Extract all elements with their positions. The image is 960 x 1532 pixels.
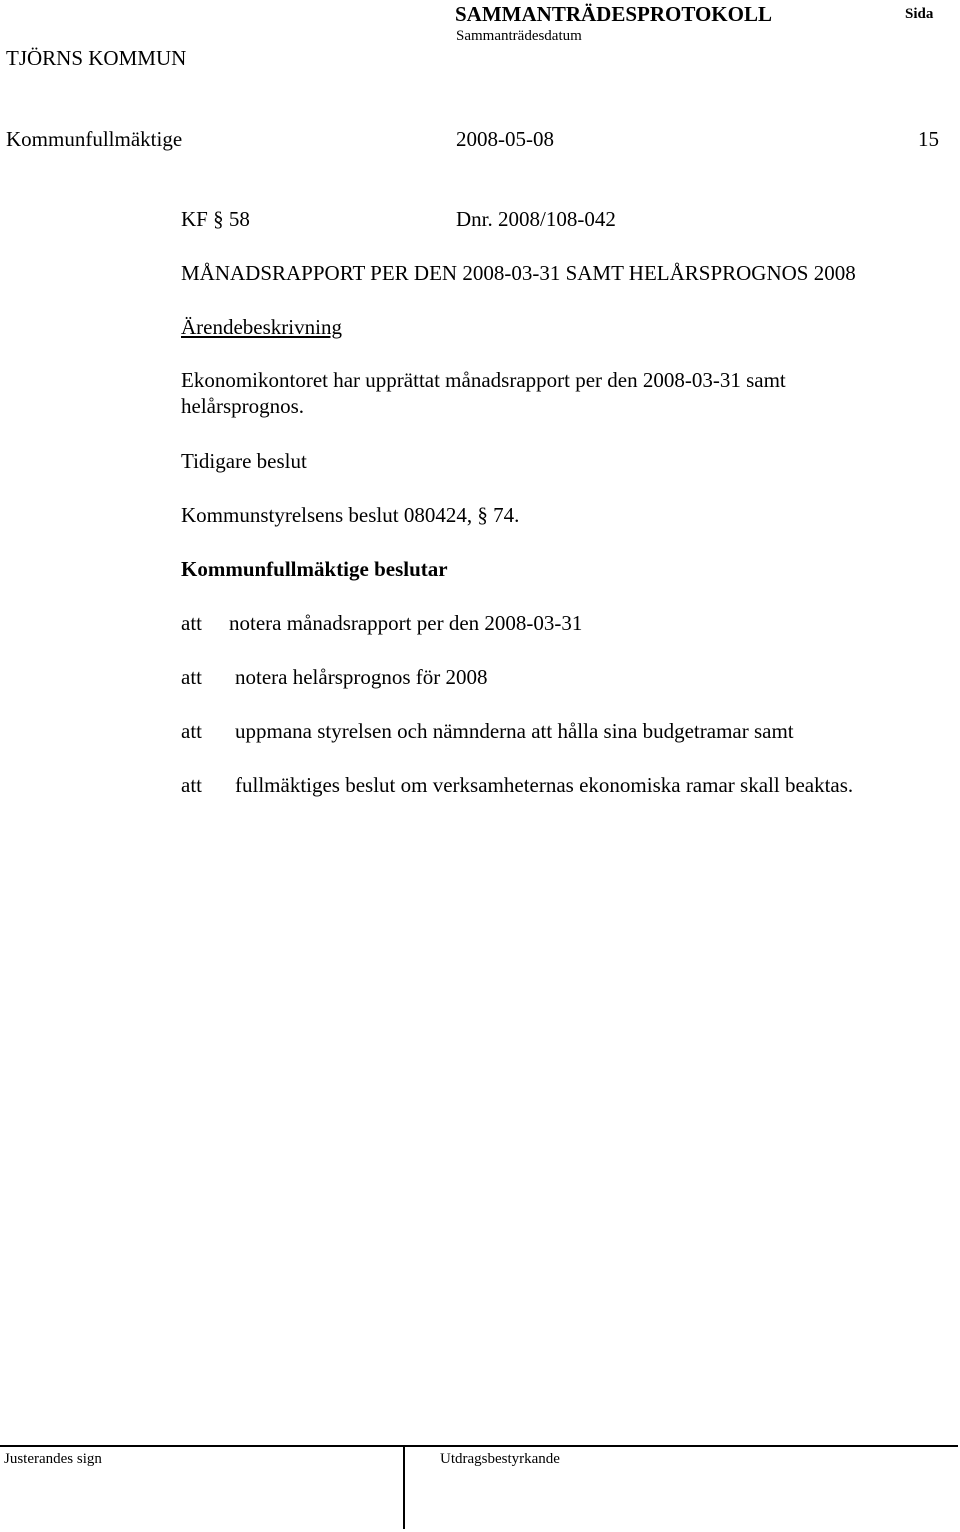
- decision-item: [181, 772, 941, 798]
- meeting-date-label: Sammanträdesdatum: [456, 28, 582, 44]
- document-title: SAMMANTRÄDESPROTOKOLL: [455, 2, 772, 26]
- description-text: Ekonomikontoret har upprättat månadsrapport per den 2008-03-31 samt helårsprognos.: [181, 368, 786, 418]
- description-heading: Ärendebeskrivning: [181, 315, 342, 339]
- case-id-row: [181, 206, 616, 232]
- decision-text: fullmäktiges beslut om verksamheternas ekonomiska ramar skall beaktas.: [235, 773, 854, 797]
- decision-text: notera månadsrapport per den 2008-03-31: [229, 611, 583, 635]
- decision-text: notera helårsprognos för 2008: [235, 665, 488, 689]
- decision-prefix: att: [181, 665, 202, 689]
- decision-item: [181, 718, 941, 744]
- footer-divider: [403, 1445, 405, 1529]
- previous-decision-heading: Tidigare beslut: [181, 449, 307, 473]
- decision-item: [181, 610, 941, 636]
- decision-item: [181, 664, 941, 690]
- decision-prefix: att: [181, 773, 202, 797]
- decision-prefix: att: [181, 611, 202, 635]
- previous-decision-text: Kommunstyrelsens beslut 080424, § 74.: [181, 503, 520, 527]
- decision-prefix: att: [181, 719, 202, 743]
- decision-text: uppmana styrelsen och nämnderna att hålla sina budgetramar samt: [235, 719, 794, 743]
- decision-heading: Kommunfullmäktige beslutar: [181, 557, 448, 581]
- case-dnr: Dnr. 2008/108-042: [456, 207, 616, 231]
- page-label: Sida: [905, 6, 934, 22]
- case-title: MÅNADSRAPPORT PER DEN 2008-03-31 SAMT HELÅRSPROGNOS 2008: [181, 261, 856, 285]
- signature-field-label: Justerandes sign: [4, 1451, 102, 1467]
- page-number: 15: [918, 127, 939, 151]
- board-name: Kommunfullmäktige: [6, 127, 183, 151]
- certification-field-label: Utdragsbestyrkande: [440, 1451, 560, 1467]
- meeting-date: 2008-05-08: [456, 127, 554, 151]
- case-id: KF § 58: [181, 207, 250, 231]
- municipality-name: TJÖRNS KOMMUN: [6, 46, 187, 70]
- footer-rule: [0, 1445, 958, 1447]
